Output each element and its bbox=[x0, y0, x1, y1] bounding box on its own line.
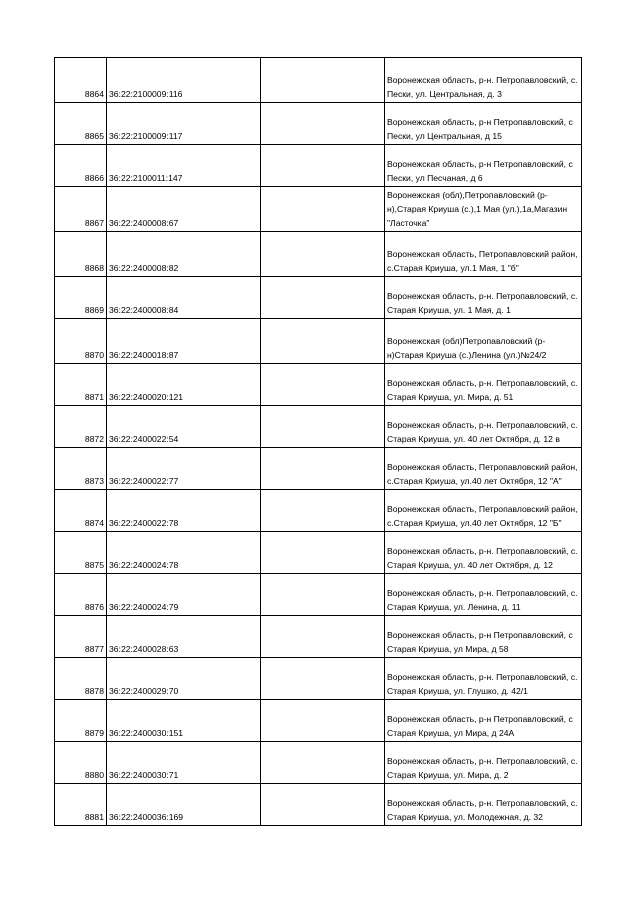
cadastral-number: 36:22:2400008:84 bbox=[107, 277, 261, 319]
address: Воронежская область, р-н Петропавловский, с Пески, ул Центральная, д 15 bbox=[385, 103, 582, 145]
table-row bbox=[55, 319, 582, 364]
address: Воронежская (обл)Петропавловский (р-н)Старая Криуша (с.)Ленина (ул.)№24/2 bbox=[385, 319, 582, 364]
empty-cell bbox=[261, 742, 385, 784]
table-row bbox=[55, 187, 582, 232]
row-number: 8868 bbox=[55, 232, 107, 277]
address: Воронежская область, р-н. Петропавловский, с. Старая Криуша, ул. 40 лет Октября, д. 12 bbox=[385, 532, 582, 574]
empty-cell bbox=[261, 319, 385, 364]
table-row bbox=[55, 532, 582, 574]
cadastral-number: 36:22:2400024:79 bbox=[107, 574, 261, 616]
row-number: 8869 bbox=[55, 277, 107, 319]
empty-cell bbox=[261, 187, 385, 232]
address: Воронежская область, р-н. Петропавловский, с. Пески, ул. Центральная, д. 3 bbox=[385, 58, 582, 103]
row-number: 8870 bbox=[55, 319, 107, 364]
table-row bbox=[55, 103, 582, 145]
registry-body bbox=[55, 58, 582, 826]
table-row bbox=[55, 616, 582, 658]
row-number: 8866 bbox=[55, 145, 107, 187]
empty-cell bbox=[261, 658, 385, 700]
empty-cell bbox=[261, 364, 385, 406]
table-row bbox=[55, 277, 582, 319]
cadastral-number: 36:22:2400024:78 bbox=[107, 532, 261, 574]
cadastral-number: 36:22:2400036:169 bbox=[107, 784, 261, 826]
empty-cell bbox=[261, 784, 385, 826]
address: Воронежская область, р-н Петропавловский, с Старая Криуша, ул Мира, д 24А bbox=[385, 700, 582, 742]
property-registry-table bbox=[54, 57, 582, 826]
empty-cell bbox=[261, 700, 385, 742]
row-number: 8881 bbox=[55, 784, 107, 826]
table-row bbox=[55, 658, 582, 700]
row-number: 8879 bbox=[55, 700, 107, 742]
cadastral-number: 36:22:2400030:71 bbox=[107, 742, 261, 784]
address: Воронежская область, Петропавловский район, с.Старая Криуша, ул.40 лет Октября, 12 "Б" bbox=[385, 490, 582, 532]
cadastral-number: 36:22:2400008:82 bbox=[107, 232, 261, 277]
row-number: 8876 bbox=[55, 574, 107, 616]
address: Воронежская область, р-н. Петропавловский, с. Старая Криуша, ул. Глушко, д. 42/1 bbox=[385, 658, 582, 700]
empty-cell bbox=[261, 490, 385, 532]
cadastral-number: 36:22:2400022:78 bbox=[107, 490, 261, 532]
empty-cell bbox=[261, 145, 385, 187]
row-number: 8872 bbox=[55, 406, 107, 448]
row-number: 8880 bbox=[55, 742, 107, 784]
address: Воронежская (обл),Петропавловский (р-н),Старая Криуша (с.),1 Мая (ул.),1а,Магазин "Ласточка" bbox=[385, 187, 582, 232]
empty-cell bbox=[261, 448, 385, 490]
row-number: 8877 bbox=[55, 616, 107, 658]
cadastral-number: 36:22:2400022:77 bbox=[107, 448, 261, 490]
row-number: 8871 bbox=[55, 364, 107, 406]
address: Воронежская область, р-н. Петропавловский, с. Старая Криуша, ул. 1 Мая, д. 1 bbox=[385, 277, 582, 319]
address: Воронежская область, Петропавловский район, с.Старая Криуша, ул.40 лет Октября, 12 "А" bbox=[385, 448, 582, 490]
table-row bbox=[55, 145, 582, 187]
empty-cell bbox=[261, 232, 385, 277]
cadastral-number: 36:22:2400020:121 bbox=[107, 364, 261, 406]
row-number: 8867 bbox=[55, 187, 107, 232]
row-number: 8878 bbox=[55, 658, 107, 700]
empty-cell bbox=[261, 58, 385, 103]
table-row bbox=[55, 406, 582, 448]
empty-cell bbox=[261, 616, 385, 658]
table-row bbox=[55, 574, 582, 616]
address: Воронежская область, р-н. Петропавловский, с. Старая Криуша, ул. Ленина, д. 11 bbox=[385, 574, 582, 616]
cadastral-number: 36:22:2400028:63 bbox=[107, 616, 261, 658]
cadastral-number: 36:22:2400018:87 bbox=[107, 319, 261, 364]
empty-cell bbox=[261, 277, 385, 319]
row-number: 8874 bbox=[55, 490, 107, 532]
cadastral-number: 36:22:2400022:54 bbox=[107, 406, 261, 448]
table-row bbox=[55, 700, 582, 742]
row-number: 8875 bbox=[55, 532, 107, 574]
cadastral-number: 36:22:2400029:70 bbox=[107, 658, 261, 700]
table-row bbox=[55, 490, 582, 532]
table-row bbox=[55, 784, 582, 826]
row-number: 8865 bbox=[55, 103, 107, 145]
empty-cell bbox=[261, 406, 385, 448]
empty-cell bbox=[261, 574, 385, 616]
table-row bbox=[55, 448, 582, 490]
address: Воронежская область, р-н. Петропавловский, с. Старая Криуша, ул. 40 лет Октября, д. 12 в bbox=[385, 406, 582, 448]
address: Воронежская область, р-н Петропавловский, с Старая Криуша, ул Мира, д 58 bbox=[385, 616, 582, 658]
empty-cell bbox=[261, 532, 385, 574]
row-number: 8873 bbox=[55, 448, 107, 490]
row-number: 8864 bbox=[55, 58, 107, 103]
address: Воронежская область, р-н. Петропавловский, с. Старая Криуша, ул. Молодежная, д. 32 bbox=[385, 784, 582, 826]
cadastral-number: 36:22:2400008:67 bbox=[107, 187, 261, 232]
address: Воронежская область, р-н. Петропавловский, с. Старая Криуша, ул. Мира, д. 2 bbox=[385, 742, 582, 784]
cadastral-number: 36:22:2100011:147 bbox=[107, 145, 261, 187]
table-row bbox=[55, 364, 582, 406]
address: Воронежская область, р-н. Петропавловский, с. Старая Криуша, ул. Мира, д. 51 bbox=[385, 364, 582, 406]
address: Воронежская область, Петропавловский район, с.Старая Криуша, ул.1 Мая, 1 "б" bbox=[385, 232, 582, 277]
address: Воронежская область, р-н Петропавловский, с Пески, ул Песчаная, д 6 bbox=[385, 145, 582, 187]
empty-cell bbox=[261, 103, 385, 145]
table-row bbox=[55, 58, 582, 103]
cadastral-number: 36:22:2400030:151 bbox=[107, 700, 261, 742]
table-row bbox=[55, 742, 582, 784]
table-row bbox=[55, 232, 582, 277]
cadastral-number: 36:22:2100009:117 bbox=[107, 103, 261, 145]
cadastral-number: 36:22:2100009:116 bbox=[107, 58, 261, 103]
